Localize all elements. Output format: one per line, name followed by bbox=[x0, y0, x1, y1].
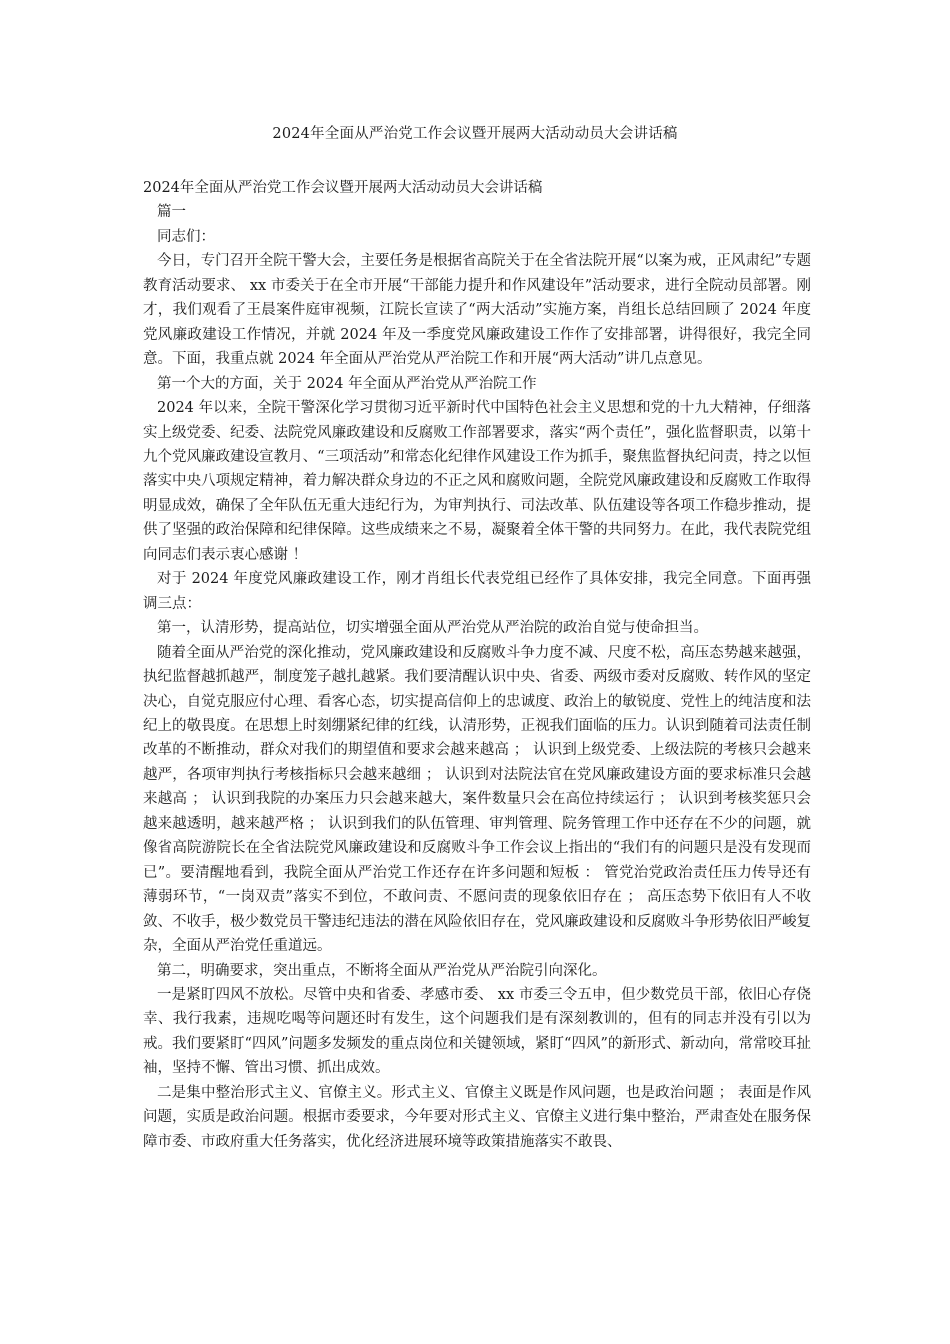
paragraph-heading-part-one: 第一个大的方面，关于 2024 年全面从严治党从严治院工作 bbox=[157, 375, 537, 392]
paragraph-point-two-heading: 第二，明确要求，突出重点，不断将全面从严治党从严治院引向深化。 bbox=[157, 962, 607, 979]
paragraph-section-label: 篇一 bbox=[157, 204, 186, 221]
paragraph-point-one-body: 随着全面从严治党的深化推动，党风廉政建设和反腐败斗争力度不减、尺度不松，高压态势越来越强，执纪监督越抓越严，制度笼子越扎越紧。我们要清醒认识中央、省委、两级市委对反腐败、转作风的坚定决心，自觉克服应付心理、看客心态，切实提高信仰上的忠诚度、政治上的敏锐度、党性上的纯洁度和法纪上的敬畏度。在思想上时刻绷紧纪律的红线，认清形势，正视我们面临的压力。认识到随着司法责任制改革的不断推动，群众对我们的期望值和要求会越来越高 ； 认识到上级党委、上级法院的考核只会越来越严，各项审判执行考核指标只会越来越细 ； 认识到对法院法官在党风廉政建设方面的要求标准只会越来越高 ； 认识到我院的办案压力只会越来越大，案件数量只会在高位持续运行 ； 认识到考核奖惩只会越来越透明，越来越严格 ； 认识到我们的队伍管理、审判管理、院务管理工作中还存在不少的问题，就像省高院游院长在全省法院党风廉政建设和反腐败斗争工作会议上指出的“我们有的问题只是没有发现而已”。要清醒地看到，我院全面从严治党工作还存在许多问题和短板 ： 管党治党政治责任压力传导还有薄弱环节，“一岗双责”落实不到位，不敢问责、不愿问责的现象依旧存在 ； 高压态势下依旧有人不收敛、不收手，极少数党员干警违纪违法的潜在风险依旧存在，党风廉政建设和反腐败斗争形势依旧严峻复杂，全面从严治党任重道远。 bbox=[143, 644, 811, 955]
paragraph-salutation: 同志们： bbox=[157, 228, 215, 245]
document-title: 2024年全面从严治党工作会议暨开展两大活动动员大会讲话稿 bbox=[272, 126, 678, 142]
document-subtitle: 2024年全面从严治党工作会议暨开展两大活动动员大会讲话稿 bbox=[143, 180, 543, 196]
paragraph-four-winds: 一是紧盯四风不放松。尽管中央和省委、孝感市委、 xx 市委三令五申，但少数党员干部，依旧心存侥幸、我行我素，违规吃喝等问题还时有发生，这个问题我们是有深刻教训的，但有的同志并没有引以为戒。我们要紧盯“四风”问题多发频发的重点岗位和关键领域，紧盯“四风”的新形式、新动向，常常咬耳扯袖，坚持不懈、管出习惯、抓出成效。 bbox=[143, 986, 811, 1077]
paragraph-opening: 今日，专门召开全院干警大会，主要任务是根据省高院关于在全省法院开展“以案为戒，正风肃纪”专题教育活动要求、 xx 市委关于在全市开展“干部能力提升和作风建设年”活动要求，进行全院动员部署。刚才，我们观看了王晨案件庭审视频，江院长宣读了“两大活动”实施方案，肖组长总结回顾了 2024 年度党风廉政建设工作情况，并就 2024 年及一季度党风廉政建设工作作了安排部署，讲得很好，我完全同意。下面，我重点就 2024 年全面从严治党从严治院工作和开展“两大活动”讲几点意见。 bbox=[143, 253, 811, 368]
paragraph-point-one-heading: 第一，认清形势，提高站位，切实增强全面从严治党从严治院的政治自觉与使命担当。 bbox=[157, 620, 708, 637]
paragraph-formalism: 二是集中整治形式主义、官僚主义。形式主义、官僚主义既是作风问题，也是政治问题 ； 表面是作风问题，实质是政治问题。根据市委要求，今年要对形式主义、官僚主义进行集中整治，严肃查处在服务保障市委、市政府重大任务落实，优化经济进展环境等政策措施落实不敢畏、 bbox=[143, 1084, 811, 1150]
paragraph-review: 2024 年以来，全院干警深化学习贯彻习近平新时代中国特色社会主义思想和党的十九大精神，仔细落实上级党委、纪委、法院党风廉政建设和反腐败工作部署要求，落实“两个责任”，强化监督职责，以第十九个党风廉政建设宣教月、“三项活动”和常态化纪律作风建设工作为抓手，聚焦监督执纪问责，持之以恒落实中央八项规定精神，着力解决群众身边的不正之风和腐败问题，全院党风廉政建设和反腐败工作取得明显成效，确保了全年队伍无重大违纪行为，为审判执行、司法改革、队伍建设等各项工作稳步推动，提供了坚强的政治保障和纪律保障。这些成绩来之不易，凝聚着全体干警的共同努力。在此，我代表院党组向同志们表示衷心感谢 ！ bbox=[143, 400, 811, 563]
paragraph-arrangement: 对于 2024 年度党风廉政建设工作，刚才肖组长代表党组已经作了具体安排，我完全同意。下面再强调三点： bbox=[143, 571, 811, 612]
document-body bbox=[143, 176, 811, 1154]
